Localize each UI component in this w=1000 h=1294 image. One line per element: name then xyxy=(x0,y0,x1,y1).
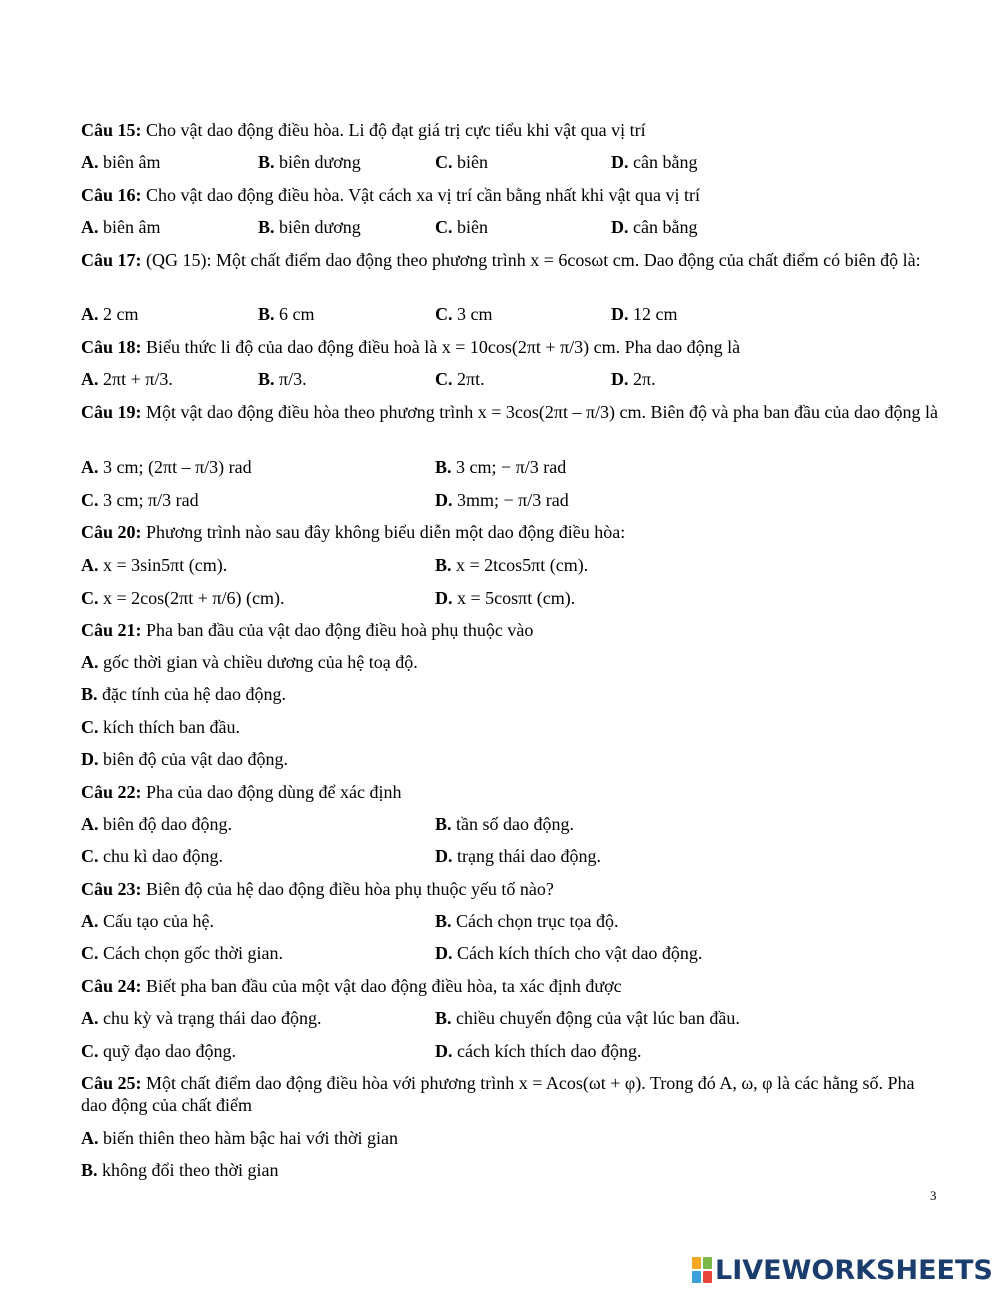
question-24 xyxy=(81,975,941,997)
option-a: A. biên âm xyxy=(81,152,161,172)
question-24-options-row2 xyxy=(81,1040,941,1064)
option-a: A. 2πt + π/3. xyxy=(81,369,173,389)
question-16 xyxy=(81,184,941,206)
question-18 xyxy=(81,336,941,358)
question-15 xyxy=(81,119,941,141)
option-a: A. biến thiên theo hàm bậc hai với thời gian xyxy=(81,1128,398,1148)
question-text: Một chất điểm dao động điều hòa với phương trình x = Acos(ωt + φ). Trong đó A, ω, φ là các hằng số. Pha dao động của chất điểm xyxy=(81,1073,915,1115)
option-b: B. chiều chuyển động của vật lúc ban đầu. xyxy=(435,1008,740,1028)
option-c: C. 3 cm xyxy=(435,304,493,324)
option-d: D. cách kích thích dao động. xyxy=(435,1041,642,1061)
option-a: A. chu kỳ và trạng thái dao động. xyxy=(81,1008,322,1028)
question-label: Câu 20: xyxy=(81,522,142,542)
option-d: D. 2π. xyxy=(611,369,656,389)
option-b: B. π/3. xyxy=(258,369,307,389)
question-25 xyxy=(81,1072,941,1116)
question-16-options xyxy=(81,216,941,240)
option-d: D. 12 cm xyxy=(611,304,678,324)
page-number: 3 xyxy=(930,1188,937,1203)
question-21 xyxy=(81,619,941,641)
question-text: Cho vật dao động điều hòa. Li độ đạt giá trị cực tiểu khi vật qua vị trí xyxy=(141,120,646,140)
option-d: D. Cách kích thích cho vật dao động. xyxy=(435,943,703,963)
option-c: C. x = 2cos(2πt + π/6) (cm). xyxy=(81,588,285,608)
option-b: B. biên dương xyxy=(258,217,361,237)
liveworksheets-logo xyxy=(692,1255,993,1285)
question-text: Biết pha ban đầu của một vật dao động điều hòa, ta xác định được xyxy=(141,976,622,996)
option-a: A. gốc thời gian và chiều dương của hệ toạ độ. xyxy=(81,652,418,672)
question-17 xyxy=(81,249,941,271)
question-20-options-row1 xyxy=(81,554,941,578)
option-b: B. Cách chọn trục tọa độ. xyxy=(435,911,619,931)
option-b: B. x = 2tcos5πt (cm). xyxy=(435,555,589,575)
question-text: Một vật dao động điều hòa theo phương trình x = 3cos(2πt – π/3) cm. Biên độ và pha ban đầu của dao động là xyxy=(141,402,938,422)
question-text: Biểu thức li độ của dao động điều hoà là x = 10cos(2πt + π/3) cm. Pha dao động là xyxy=(141,337,741,357)
option-d: D. x = 5cosπt (cm). xyxy=(435,588,576,608)
option-c: C. kích thích ban đầu. xyxy=(81,717,240,737)
question-label: Câu 22: xyxy=(81,782,142,802)
question-label: Câu 23: xyxy=(81,879,142,899)
liveworksheets-logo-icon xyxy=(692,1257,712,1283)
option-c: C. 3 cm; π/3 rad xyxy=(81,490,199,510)
option-c: C. biên xyxy=(435,152,488,172)
question-text: Pha ban đầu của vật dao động điều hoà phụ thuộc vào xyxy=(141,620,534,640)
question-text: Phương trình nào sau đây không biểu diễn một dao động điều hòa: xyxy=(141,522,626,542)
option-a: A. 3 cm; (2πt – π/3) rad xyxy=(81,457,252,477)
option-a: A. x = 3sin5πt (cm). xyxy=(81,555,228,575)
question-22-options-row2 xyxy=(81,845,941,869)
question-text: Pha của dao động dùng để xác định xyxy=(141,782,402,802)
question-23 xyxy=(81,878,941,900)
option-b: B. biên dương xyxy=(258,152,361,172)
logo-text: LIVEWORKSHEETS xyxy=(715,1254,993,1286)
question-18-options xyxy=(81,368,941,392)
option-a: A. biên âm xyxy=(81,217,161,237)
question-19-options-row1 xyxy=(81,456,941,480)
option-a: A. biên độ dao động. xyxy=(81,814,232,834)
question-label: Câu 19: xyxy=(81,402,142,422)
question-15-options xyxy=(81,151,941,175)
question-22 xyxy=(81,781,941,803)
option-d: D. trạng thái dao động. xyxy=(435,846,601,866)
question-23-options-row2 xyxy=(81,942,941,966)
option-b: B. 3 cm; − π/3 rad xyxy=(435,457,567,477)
option-b: B. đặc tính của hệ dao động. xyxy=(81,684,286,704)
option-c: C. quỹ đạo dao động. xyxy=(81,1041,236,1061)
option-c: C. biên xyxy=(435,217,488,237)
option-d: D. cân bằng xyxy=(611,152,698,172)
question-text: Biên độ của hệ dao động điều hòa phụ thuộc yếu tố nào? xyxy=(141,879,554,899)
question-label: Câu 24: xyxy=(81,976,142,996)
question-label: Câu 15: xyxy=(81,120,142,140)
option-d: D. biên độ của vật dao động. xyxy=(81,749,288,769)
question-20-options-row2 xyxy=(81,587,941,611)
option-a: A. Cấu tạo của hệ. xyxy=(81,911,214,931)
question-22-options-row1 xyxy=(81,813,941,837)
question-text: (QG 15): Một chất điểm dao động theo phương trình x = 6cosωt cm. Dao động của chất điểm có biên độ là: xyxy=(141,250,921,270)
option-c: C. Cách chọn gốc thời gian. xyxy=(81,943,283,963)
option-c: C. chu kì dao động. xyxy=(81,846,223,866)
question-20 xyxy=(81,521,941,543)
question-24-options-row1 xyxy=(81,1007,941,1031)
question-19-options-row2 xyxy=(81,489,941,513)
question-text: Cho vật dao động điều hòa. Vật cách xa vị trí cần bằng nhất khi vật qua vị trí xyxy=(141,185,701,205)
option-d: D. cân bằng xyxy=(611,217,698,237)
option-c: C. 2πt. xyxy=(435,369,485,389)
question-label: Câu 21: xyxy=(81,620,142,640)
question-23-options-row1 xyxy=(81,910,941,934)
question-label: Câu 16: xyxy=(81,185,142,205)
option-b: B. 6 cm xyxy=(258,304,315,324)
question-17-options xyxy=(81,303,941,327)
question-19 xyxy=(81,401,941,423)
option-d: D. 3mm; − π/3 rad xyxy=(435,490,569,510)
question-label: Câu 17: xyxy=(81,250,142,270)
option-a: A. 2 cm xyxy=(81,304,139,324)
question-label: Câu 18: xyxy=(81,337,142,357)
option-b: B. tần số dao động. xyxy=(435,814,574,834)
option-b: B. không đổi theo thời gian xyxy=(81,1160,279,1180)
question-label: Câu 25: xyxy=(81,1073,142,1093)
